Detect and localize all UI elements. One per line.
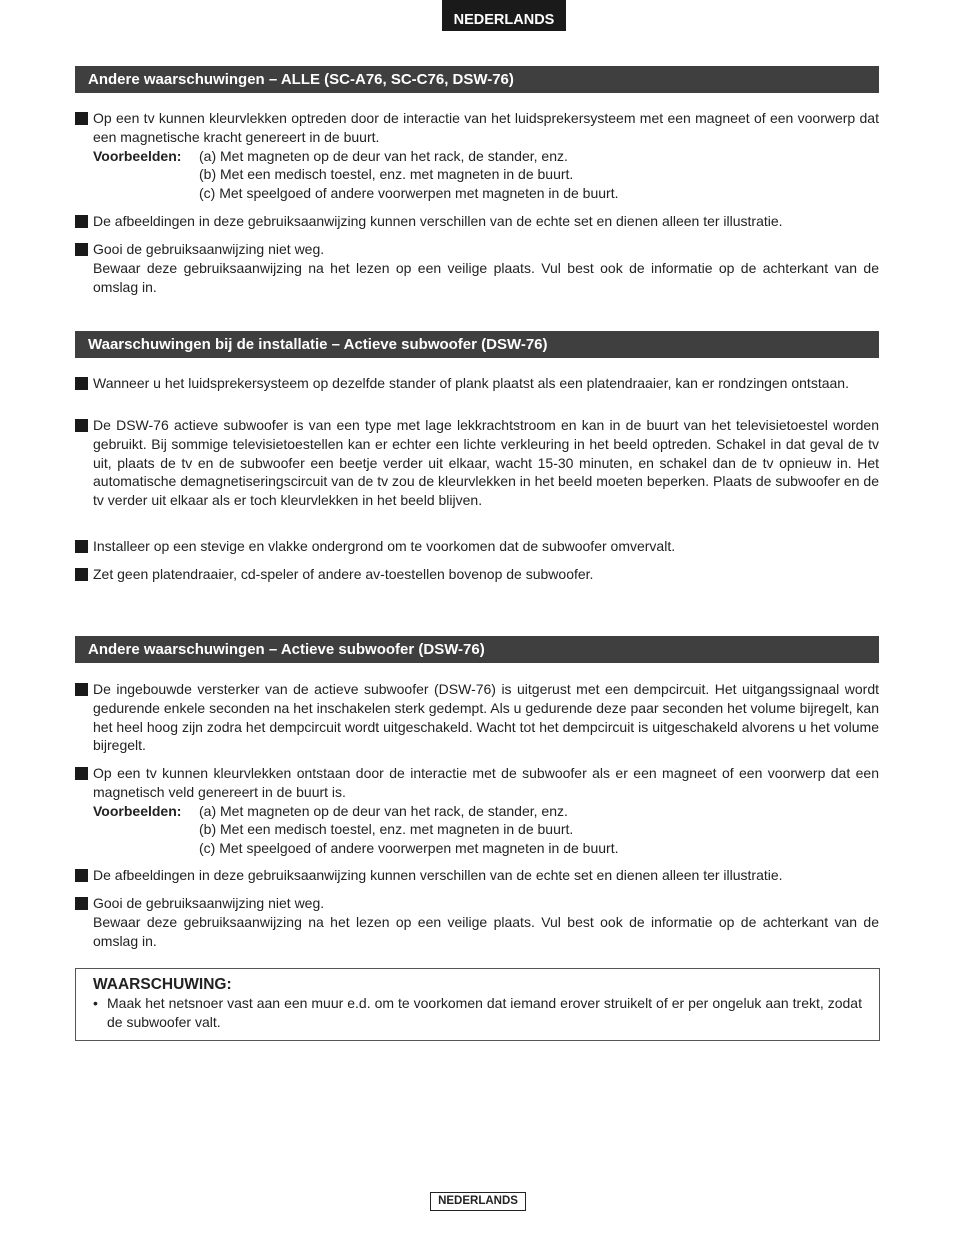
item-text: Op een tv kunnen kleurvlekken optreden door de interactie van het luidsprekersysteem met een magneet of een voorwerp dat een magnetische kracht genereert in de buurt.	[93, 110, 879, 145]
list-item	[75, 374, 879, 393]
item-text: De afbeeldingen in deze gebruiksaanwijzing kunnen verschillen van de echte set en dienen alleen ter illustratie.	[93, 213, 783, 229]
warning-line	[93, 994, 862, 1032]
examples-row	[93, 184, 879, 203]
item-text: Gooi de gebruiksaanwijzing niet weg.	[93, 241, 325, 257]
item-text: De afbeeldingen in deze gebruiksaanwijzing kunnen verschillen van de echte set en dienen alleen ter illustratie.	[93, 867, 783, 883]
list-item	[75, 894, 879, 950]
list-item	[75, 764, 879, 858]
square-bullet-icon	[75, 767, 88, 780]
square-bullet-icon	[75, 897, 88, 910]
list-item	[75, 537, 879, 556]
square-bullet-icon	[75, 869, 88, 882]
item-text: Installeer op een stevige en vlakke ondergrond om te voorkomen dat de subwoofer omvervalt.	[93, 538, 676, 554]
square-bullet-icon	[75, 243, 88, 256]
item-text-2: Bewaar deze gebruiksaanwijzing na het lezen op een veilige plaats. Vul best ook de informatie op de achterkant van de omslag in.	[93, 259, 879, 295]
example-a: (a) Met magneten op de deur van het rack, de stander, enz.	[199, 147, 568, 164]
item-text: De ingebouwde versterker van de actieve subwoofer (DSW-76) is uitgerust met een dempcircuit. Het uitgangssignaal wordt gedurende enkele seconden na het inschakelen sterk gedempt. Als u gedurende deze paar seconden het volume bijregelt, kan het heel hoog zijn zodra het dempcircuit wordt uitgeschakeld. Wacht tot het dempcircuit is uitgeschakeld alvorens u het volume bijregelt.	[93, 681, 879, 754]
list-item	[75, 109, 879, 203]
warning-box	[75, 968, 880, 1041]
warning-text: Maak het netsnoer vast aan een muur e.d. om te voorkomen dat iemand erover struikelt of er per ongeluk aan trekt, zodat de subwoofer valt.	[107, 995, 862, 1030]
example-c: (c) Met speelgoed of andere voorwerpen met magneten in de buurt.	[199, 840, 619, 857]
item-text: De DSW-76 actieve subwoofer is van een type met lage lekkrachtstroom en kan in de buurt van het televisietoestel worden gebruikt. Bij sommige televisietoestellen kan er echter een lichte verkleuring in het beeld optreden. Schakel in dat geval de tv uit, plaats de tv en de subwoofer een beetje verder uit elkaar, wacht 15-30 minuten, en schakel dan de tv opnieuw in. Het automatische demagnetiseringscircuit van de tv zou de kleurvlekken in het beeld moeten beperken. Plaats de subwoofer en de tv verder uit elkaar als er toch kleurvlekken in het beeld blijven.	[93, 417, 879, 509]
spacer	[93, 839, 199, 858]
square-bullet-icon	[75, 215, 88, 228]
examples-label: Voorbeelden:	[93, 147, 182, 164]
section-title-subwoofer-warnings: Andere waarschuwingen – Actieve subwoofer (DSW-76)	[75, 636, 879, 663]
list-item	[75, 866, 879, 885]
example-b: (b) Met een medisch toestel, enz. met magneten in de buurt.	[199, 166, 574, 183]
item-text: Op een tv kunnen kleurvlekken ontstaan door de interactie met de subwoofer als er een magneet of een voorwerp dat een magnetisch veld genereert in de buurt is.	[93, 765, 879, 800]
spacer	[93, 820, 199, 839]
example-b: (b) Met een medisch toestel, enz. met magneten in de buurt.	[199, 821, 574, 838]
language-tab: NEDERLANDS	[442, 0, 566, 31]
example-c: (c) Met speelgoed of andere voorwerpen met magneten in de buurt.	[199, 185, 619, 202]
warning-title: WAARSCHUWING:	[93, 976, 232, 993]
examples-label: Voorbeelden:	[93, 802, 182, 819]
item-text-2: Bewaar deze gebruiksaanwijzing na het lezen op een veilige plaats. Vul best ook de informatie op de achterkant van de omslag in.	[93, 913, 879, 949]
item-text: Wanneer u het luidsprekersysteem op dezelfde stander of plank plaatst als een platendraaier, kan er rondzingen ontstaan.	[93, 375, 849, 391]
section-title-all-warnings: Andere waarschuwingen – ALLE (SC-A76, SC-C76, DSW-76)	[75, 66, 879, 93]
examples-row	[93, 147, 879, 166]
examples-row	[93, 802, 879, 821]
list-item	[75, 680, 879, 755]
examples-row	[93, 165, 879, 184]
square-bullet-icon	[75, 540, 88, 553]
example-a: (a) Met magneten op de deur van het rack, de stander, enz.	[199, 802, 568, 819]
square-bullet-icon	[75, 683, 88, 696]
list-item	[75, 565, 879, 584]
square-bullet-icon	[75, 377, 88, 390]
spacer	[93, 165, 199, 184]
spacer	[93, 184, 199, 203]
square-bullet-icon	[75, 568, 88, 581]
list-item	[75, 240, 879, 296]
examples-row	[93, 839, 879, 858]
square-bullet-icon	[75, 112, 88, 125]
list-item	[75, 416, 879, 510]
list-item	[75, 212, 879, 231]
item-text: Gooi de gebruiksaanwijzing niet weg.	[93, 895, 325, 911]
square-bullet-icon	[75, 419, 88, 432]
examples-row	[93, 820, 879, 839]
bullet-dot-icon: •	[93, 995, 98, 1011]
footer-language-label: NEDERLANDS	[430, 1192, 526, 1211]
section-title-installation-warnings: Waarschuwingen bij de installatie – Actieve subwoofer (DSW-76)	[75, 331, 879, 358]
item-text: Zet geen platendraaier, cd-speler of andere av-toestellen bovenop de subwoofer.	[93, 566, 594, 582]
